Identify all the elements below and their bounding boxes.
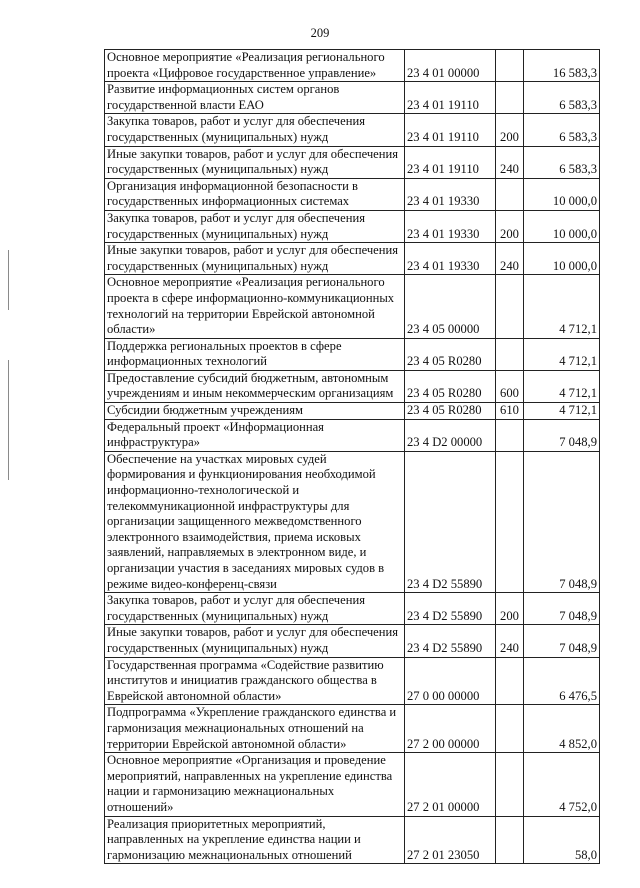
row-name-cell <box>105 338 405 370</box>
table-row <box>105 370 600 402</box>
table-row <box>105 419 600 451</box>
table-row <box>105 50 600 82</box>
table-row <box>105 82 600 114</box>
row-code-cell: 23 4 01 19110 <box>405 82 496 114</box>
row-expense-type-cell: 200 <box>496 593 524 625</box>
row-amount-cell: 7 048,9 <box>524 451 600 592</box>
row-name-line: Закупка товаров, работ и услуг для обеспечения <box>107 114 366 129</box>
row-name-line: государственных (муниципальных) нужд <box>107 129 329 144</box>
row-name-line: Иные закупки товаров, работ и услуг для обеспечения <box>107 243 399 258</box>
row-name-line: государственной власти ЕАО <box>107 97 264 112</box>
row-name-cell <box>105 451 405 592</box>
row-code-cell: 23 4 D2 55890 <box>405 593 496 625</box>
row-code-cell: 23 4 D2 00000 <box>405 419 496 451</box>
row-name-line: Иные закупки товаров, работ и услуг для обеспечения <box>107 625 399 640</box>
table-row <box>105 816 600 864</box>
page-number: 209 <box>310 26 330 40</box>
row-amount-cell: 4 712,1 <box>524 275 600 338</box>
row-amount-cell: 6 583,3 <box>524 82 600 114</box>
row-expense-type-cell: 240 <box>496 146 524 178</box>
row-name-line: Субсидии бюджетным учреждениям <box>107 403 303 418</box>
row-name-line: информационных технологий <box>107 354 267 369</box>
table-row <box>105 657 600 705</box>
row-expense-type-cell: 240 <box>496 625 524 657</box>
row-expense-type-cell <box>496 178 524 210</box>
row-amount-cell: 4 752,0 <box>524 753 600 816</box>
row-amount-cell: 4 712,1 <box>524 403 600 420</box>
table-row <box>105 625 600 657</box>
row-expense-type-cell <box>496 816 524 864</box>
row-expense-type-cell <box>496 705 524 753</box>
row-amount-cell: 10 000,0 <box>524 178 600 210</box>
row-code-cell: 23 4 01 19330 <box>405 210 496 242</box>
row-amount-cell: 58,0 <box>524 816 600 864</box>
row-name-line: электронного взаимодействия, приема исковых <box>107 529 361 544</box>
row-name-line: территории Еврейской автономной области» <box>107 736 347 751</box>
row-name-cell <box>105 593 405 625</box>
row-name-line: организации участия в заседаниях мировых судов в <box>107 561 385 575</box>
row-name-line: гармонизация межнациональных отношений на <box>107 720 364 735</box>
table-row <box>105 451 600 592</box>
row-name-line: технологий на территории Еврейской автономной <box>107 306 375 321</box>
margin-mark <box>8 360 9 480</box>
table-row <box>105 338 600 370</box>
table-row <box>105 705 600 753</box>
row-expense-type-cell <box>496 419 524 451</box>
row-expense-type-cell: 600 <box>496 370 524 402</box>
row-name-line: Основное мероприятие «Организация и проведение <box>107 753 386 768</box>
row-code-cell: 27 0 00 00000 <box>405 657 496 705</box>
row-name-line: Государственная программа «Содействие развитию <box>107 657 384 672</box>
row-expense-type-cell <box>496 338 524 370</box>
row-name-line: отношений» <box>107 799 174 814</box>
row-name-line: формирования и функционирования необходимой <box>107 467 376 482</box>
row-code-cell: 23 4 01 19330 <box>405 243 496 275</box>
row-name-line: Иные закупки товаров, работ и услуг для обеспечения <box>107 146 399 161</box>
row-name-line: Закупка товаров, работ и услуг для обеспечения <box>107 210 366 225</box>
row-name-line: Подпрограмма «Укрепление гражданского единства и <box>107 705 397 720</box>
row-name-cell <box>105 403 405 420</box>
row-name-line: области» <box>107 322 156 337</box>
row-name-line: Основное мероприятие «Реализация регионального <box>107 50 385 64</box>
row-code-cell: 23 4 05 R0280 <box>405 403 496 420</box>
table-row <box>105 753 600 816</box>
row-amount-cell: 7 048,9 <box>524 625 600 657</box>
row-name-cell <box>105 816 405 864</box>
row-expense-type-cell <box>496 82 524 114</box>
row-name-line: Обеспечение на участках мировых судей <box>107 451 327 466</box>
row-code-cell: 23 4 05 R0280 <box>405 338 496 370</box>
row-name-line: мероприятий, направленных на укрепление единства <box>107 768 393 783</box>
row-expense-type-cell <box>496 50 524 82</box>
row-name-line: государственных (муниципальных) нужд <box>107 640 329 655</box>
row-expense-type-cell <box>496 657 524 705</box>
row-expense-type-cell <box>496 275 524 338</box>
row-name-line: информационно-технологической и <box>107 483 300 498</box>
row-expense-type-cell <box>496 753 524 816</box>
row-expense-type-cell: 200 <box>496 210 524 242</box>
row-name-cell <box>105 753 405 816</box>
row-name-cell <box>105 82 405 114</box>
table-row <box>105 275 600 338</box>
row-code-cell: 23 4 01 19110 <box>405 146 496 178</box>
row-expense-type-cell: 240 <box>496 243 524 275</box>
row-name-line: организации защищенного межведомственного <box>107 514 362 529</box>
table-row <box>105 593 600 625</box>
row-name-cell <box>105 275 405 338</box>
row-name-cell <box>105 370 405 402</box>
row-code-cell: 23 4 D2 55890 <box>405 625 496 657</box>
table-row <box>105 210 600 242</box>
table-row <box>105 403 600 420</box>
row-amount-cell: 7 048,9 <box>524 419 600 451</box>
row-code-cell: 27 2 00 00000 <box>405 705 496 753</box>
row-amount-cell: 16 583,3 <box>524 50 600 82</box>
row-name-cell <box>105 243 405 275</box>
row-amount-cell: 7 048,9 <box>524 593 600 625</box>
table-row <box>105 114 600 146</box>
row-name-line: государственных (муниципальных) нужд <box>107 162 329 177</box>
row-expense-type-cell <box>496 451 524 592</box>
row-name-line: гармонизацию межнациональных отношений <box>107 847 352 862</box>
row-name-line: Предоставление субсидий бюджетным, автономным <box>107 370 389 385</box>
row-name-line: Закупка товаров, работ и услуг для обеспечения <box>107 593 366 608</box>
row-name-line: учреждениям и иным некоммерческим организациям <box>107 386 394 401</box>
row-name-cell <box>105 210 405 242</box>
row-code-cell: 23 4 01 19330 <box>405 178 496 210</box>
row-name-cell <box>105 146 405 178</box>
row-code-cell: 23 4 01 19110 <box>405 114 496 146</box>
row-name-line: государственных (муниципальных) нужд <box>107 226 329 241</box>
row-name-line: нации и гармонизацию межнациональных <box>107 784 335 799</box>
row-name-cell <box>105 705 405 753</box>
row-code-cell: 23 4 05 R0280 <box>405 370 496 402</box>
row-code-cell: 27 2 01 23050 <box>405 816 496 864</box>
row-name-line: государственных (муниципальных) нужд <box>107 608 329 623</box>
budget-table <box>104 49 600 864</box>
row-name-cell <box>105 50 405 82</box>
row-name-cell <box>105 657 405 705</box>
row-code-cell: 23 4 01 00000 <box>405 50 496 82</box>
row-amount-cell: 10 000,0 <box>524 243 600 275</box>
row-name-cell <box>105 625 405 657</box>
row-name-cell <box>105 114 405 146</box>
row-name-line: заявлений, направляемых в электронном виде, и <box>107 545 367 560</box>
row-code-cell: 23 4 D2 55890 <box>405 451 496 592</box>
row-name-line: институтов и инициатив гражданского общества в <box>107 673 377 688</box>
row-name-line: Организация информационной безопасности в <box>107 178 358 193</box>
row-name-cell <box>105 178 405 210</box>
margin-mark <box>8 250 9 310</box>
row-code-cell: 27 2 01 00000 <box>405 753 496 816</box>
row-name-line: государственных информационных системах <box>107 194 350 209</box>
row-name-line: режиме видео-конференц-связи <box>107 576 277 591</box>
row-name-line: Поддержка региональных проектов в сфере <box>107 338 342 353</box>
row-amount-cell: 4 712,1 <box>524 338 600 370</box>
row-name-cell <box>105 419 405 451</box>
row-amount-cell: 6 476,5 <box>524 657 600 705</box>
row-code-cell: 23 4 05 00000 <box>405 275 496 338</box>
row-name-line: Федеральный проект «Информационная <box>107 419 324 434</box>
budget-table-body <box>105 50 600 864</box>
row-name-line: направленных на укрепление единства нации и <box>107 832 361 847</box>
table-row <box>105 243 600 275</box>
row-name-line: проекта «Цифровое государственное управление» <box>107 65 377 80</box>
row-amount-cell: 4 712,1 <box>524 370 600 402</box>
row-name-line: телекоммуникационной инфраструктуры для <box>107 498 350 513</box>
row-amount-cell: 6 583,3 <box>524 114 600 146</box>
row-name-line: проекта в сфере информационно-коммуникационных <box>107 290 395 305</box>
table-row <box>105 178 600 210</box>
row-expense-type-cell: 610 <box>496 403 524 420</box>
row-name-line: Еврейской автономной области» <box>107 688 282 703</box>
row-amount-cell: 10 000,0 <box>524 210 600 242</box>
table-row <box>105 146 600 178</box>
row-name-line: Реализация приоритетных мероприятий, <box>107 816 326 831</box>
row-expense-type-cell: 200 <box>496 114 524 146</box>
row-amount-cell: 4 852,0 <box>524 705 600 753</box>
row-name-line: Основное мероприятие «Реализация регионального <box>107 275 385 290</box>
row-name-line: государственных (муниципальных) нужд <box>107 258 329 273</box>
row-name-line: инфраструктура» <box>107 435 200 450</box>
row-name-line: Развитие информационных систем органов <box>107 82 340 97</box>
row-amount-cell: 6 583,3 <box>524 146 600 178</box>
